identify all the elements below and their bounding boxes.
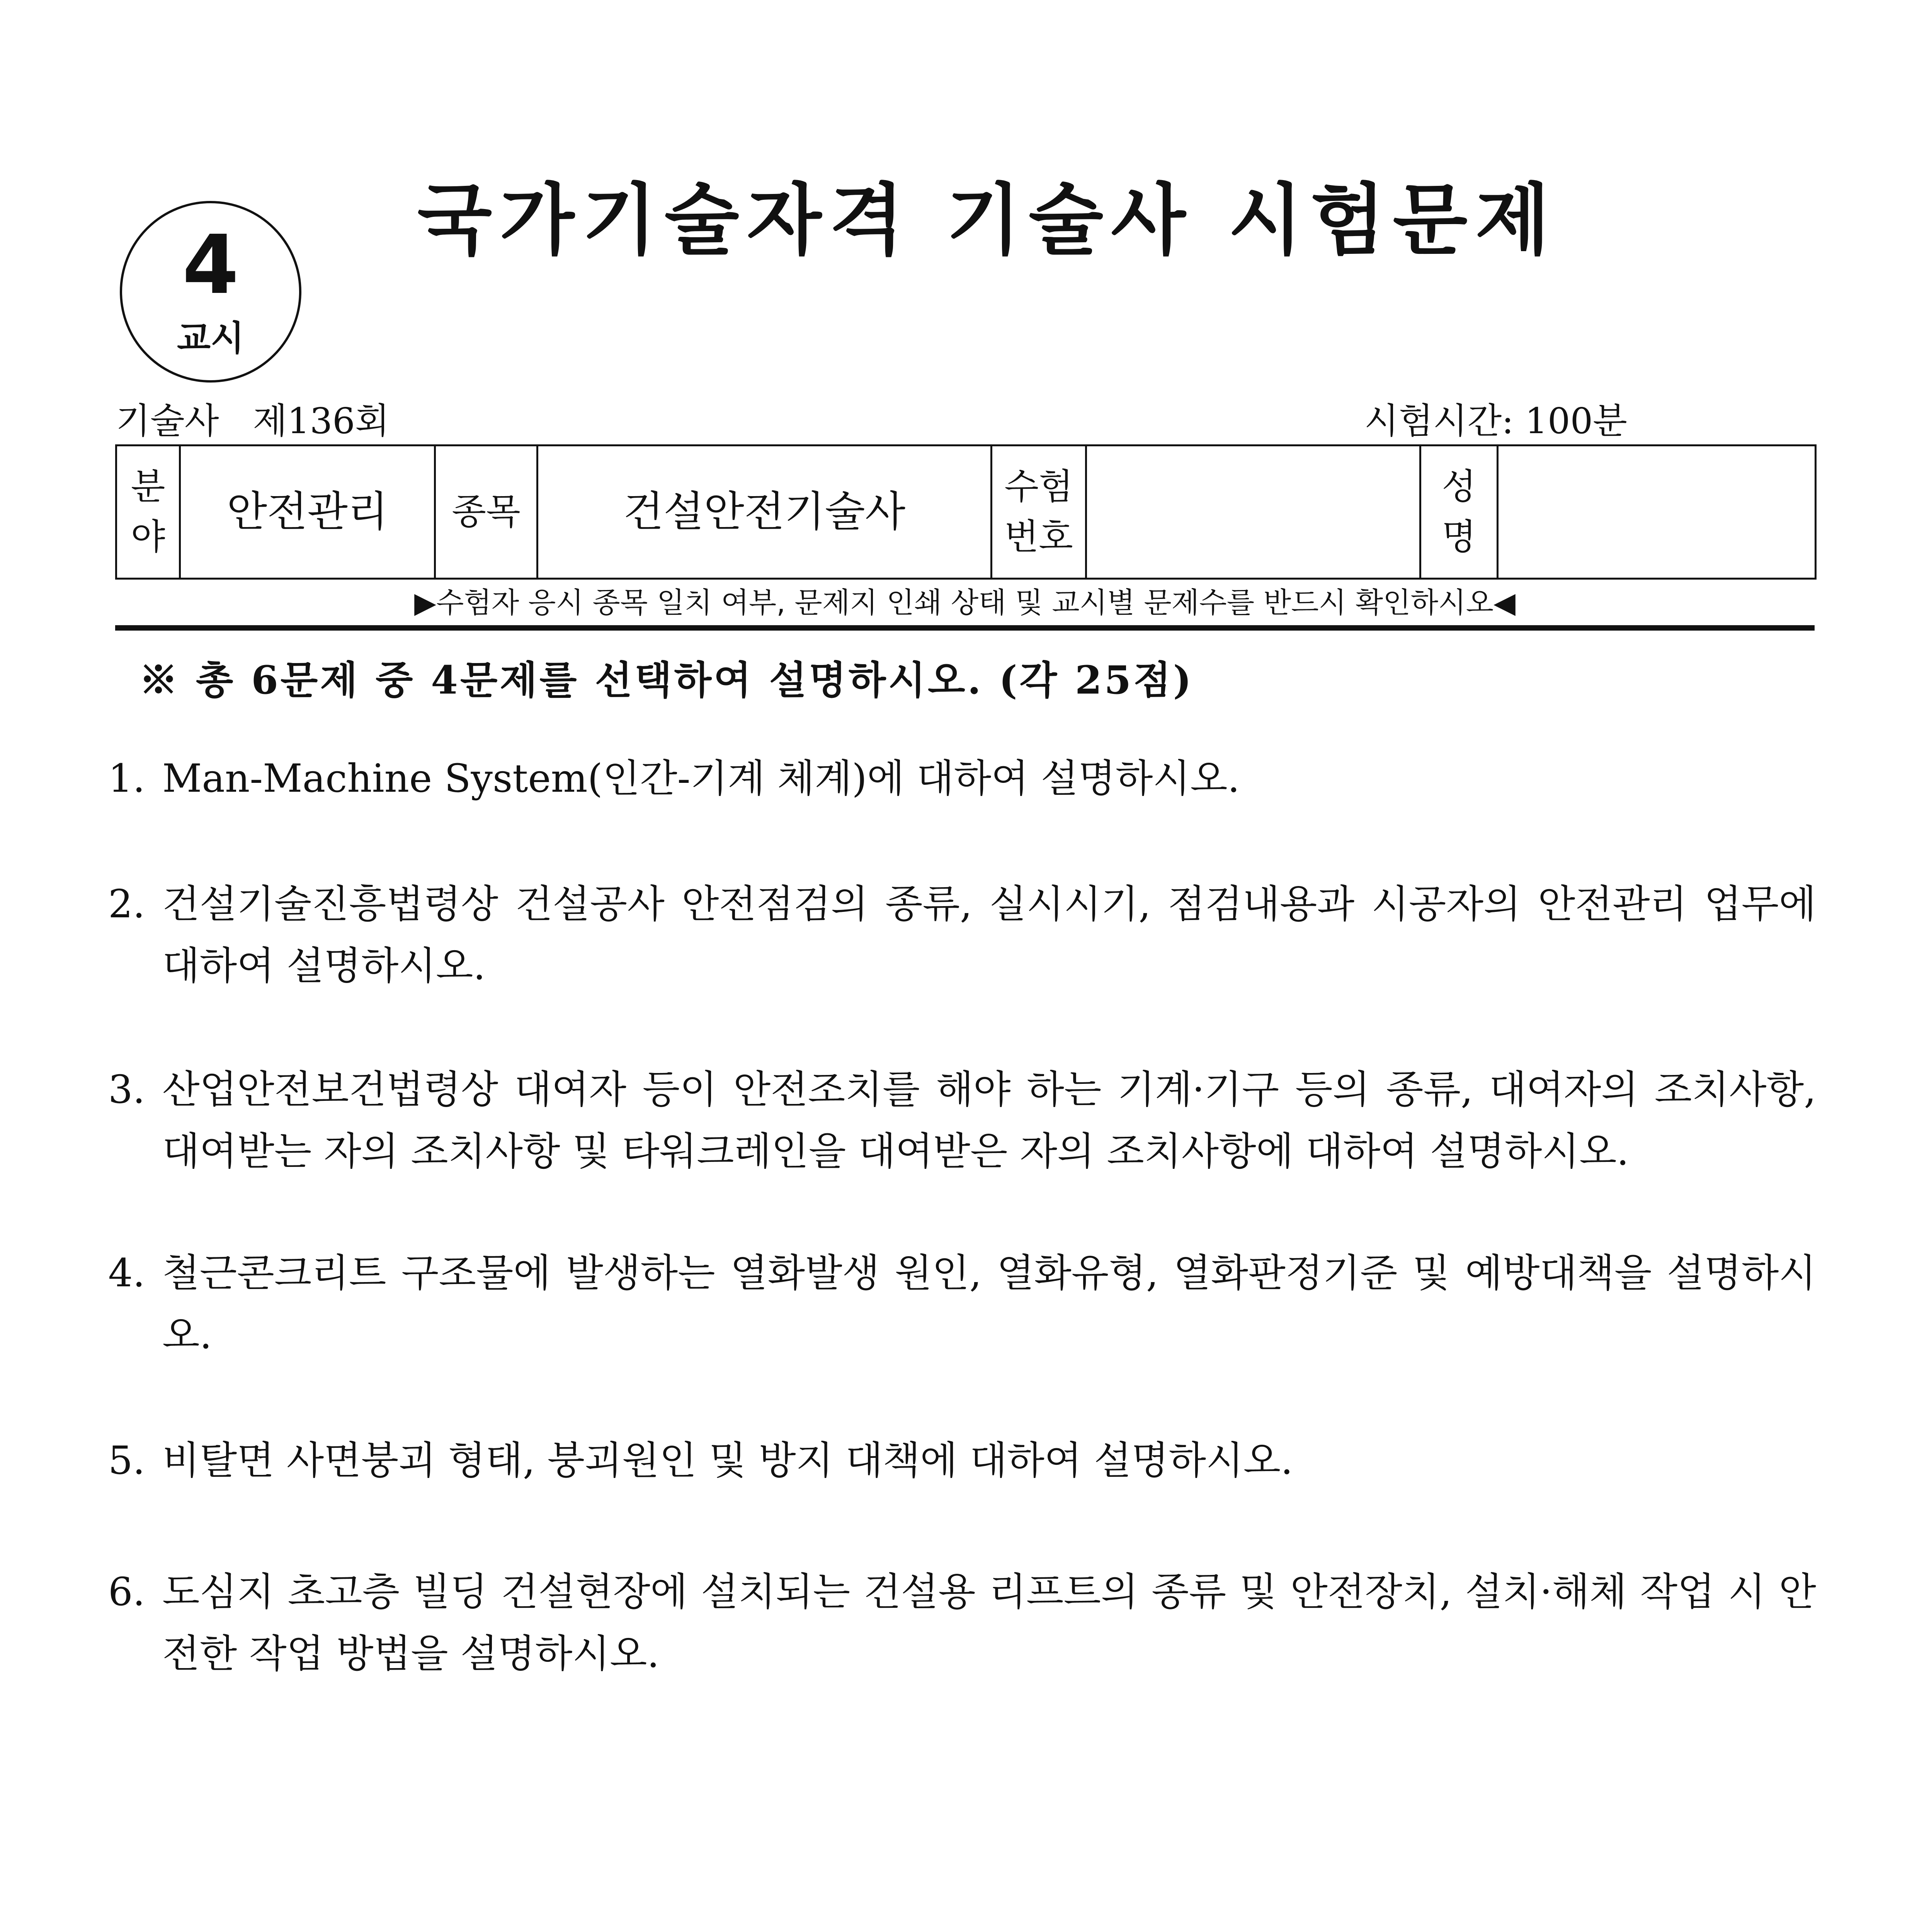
question-number: 4.: [108, 1250, 145, 1296]
item-label: 종목: [435, 446, 538, 579]
question-number: 5.: [108, 1438, 145, 1483]
question-text: Man-Machine System(인간-기계 체계)에 대하여 설명하시오.: [162, 756, 1240, 801]
session-label: 교시: [177, 318, 244, 359]
question-item: [108, 1059, 1816, 1182]
question-number: 6.: [108, 1569, 145, 1614]
question-item: [108, 873, 1816, 997]
exam-number-label-line2: 번호: [1004, 516, 1073, 558]
exam-round: 기술사 제136회: [116, 400, 390, 442]
question-number: 2.: [108, 881, 145, 927]
field-label-cell: [116, 446, 180, 579]
question-item: [108, 1430, 1816, 1492]
question-item: [108, 1242, 1816, 1366]
field-value: 안전관리: [180, 446, 435, 579]
question-text: 건설기술진흥법령상 건설공사 안전점검의 종류, 실시시기, 점검내용과 시공자의 안전관리 업무에 대하여 설명하시오.: [162, 881, 1816, 988]
name-label-cell: [1420, 446, 1498, 579]
instruction: ※ 총 6문제 중 4문제를 선택하여 설명하시오. (각 25점): [139, 657, 1194, 703]
name-field[interactable]: [1498, 446, 1816, 579]
page-title: 국가기술자격 기술사 시험문제: [417, 175, 1558, 265]
question-text: 도심지 초고층 빌딩 건설현장에 설치되는 건설용 리프트의 종류 및 안전장치, 설치·해체 작업 시 안전한 작업 방법을 설명하시오.: [162, 1569, 1817, 1676]
name-label-line1: 성: [1442, 466, 1476, 507]
exam-time: 시험시간: 100분: [1364, 400, 1627, 442]
field-label-line2: 야: [131, 516, 165, 558]
question-text: 산업안전보건법령상 대여자 등이 안전조치를 해야 하는 기계·기구 등의 종류, 대여자의 조치사항, 대여받는 자의 조치사항 및 타워크레인을 대여받은 자의 조치사항에 대하여 설명하시오.: [162, 1067, 1816, 1174]
question-text: 비탈면 사면붕괴 형태, 붕괴원인 및 방지 대책에 대하여 설명하시오.: [162, 1438, 1293, 1483]
question-list: [108, 748, 1816, 1685]
exam-number-label-line1: 수험: [1004, 466, 1073, 507]
question-item: [108, 1561, 1816, 1685]
question-text: 철근콘크리트 구조물에 발생하는 열화발생 원인, 열화유형, 열화판정기준 및 예방대책을 설명하시오.: [162, 1250, 1816, 1357]
exam-info-table: [115, 444, 1817, 580]
check-notice: ▶수험자 응시 종목 일치 여부, 문제지 인쇄 상태 및 교시별 문제수를 반드시 확인하시오◀: [414, 586, 1516, 619]
exam-number-field[interactable]: [1086, 446, 1420, 579]
question-number: 1.: [108, 756, 145, 801]
name-label-line2: 명: [1442, 516, 1476, 558]
session-number: 4: [182, 218, 239, 312]
exam-number-label-cell: [992, 446, 1086, 579]
question-item: [108, 748, 1816, 810]
item-value: 건설안전기술사: [538, 446, 992, 579]
field-label-line1: 분: [131, 466, 165, 507]
question-number: 3.: [108, 1067, 145, 1112]
divider-rule: [115, 625, 1815, 631]
session-badge: [120, 201, 301, 383]
